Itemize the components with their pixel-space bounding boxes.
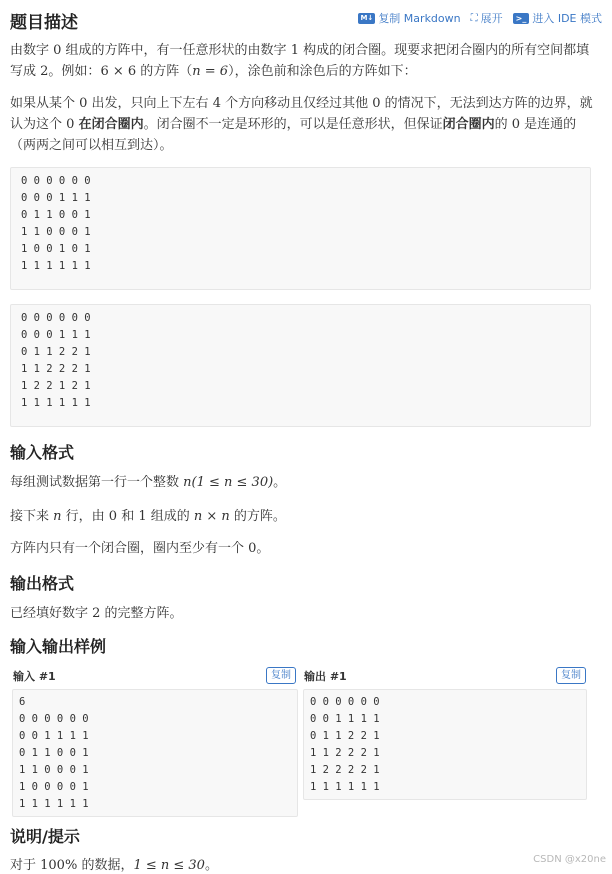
example-after-block: 0 0 0 0 0 0 0 0 0 1 1 1 0 1 1 2 2 1 1 1 2 2 2 1 1 2 2 1 2 1 1 1 1 1 1 1 bbox=[10, 304, 591, 427]
copy-output-button[interactable]: 复制 bbox=[556, 667, 586, 684]
sample-input-box: 6 0 0 0 0 0 0 0 0 1 1 1 1 0 1 1 0 0 1 1 1 0 0 0 1 1 0 0 0 0 1 1 1 1 1 1 1 bbox=[12, 689, 298, 817]
copy-input-button[interactable]: 复制 bbox=[266, 667, 296, 684]
expand-icon: ⛶ bbox=[470, 12, 478, 24]
section-title-samples: 输入输出样例 bbox=[10, 637, 107, 656]
input-format-line-1: 每组测试数据第一行一个整数 n(1 ≤ n ≤ 30)。 bbox=[10, 475, 287, 490]
section-title-description: 题目描述 bbox=[10, 13, 78, 33]
description-paragraph-2: 如果从某个 0 出发，只向上下左右 4 个方向移动且仅经过其他 0 的情况下，无法到达方阵的边界，就认为这个 0 在闭合圈内。闭合圈不一定是环形的，可以是任意形状，但保证闭合圈内的 0 是连通的（两两之间可以相互到达）。 bbox=[10, 96, 593, 153]
copy-markdown-button[interactable] bbox=[358, 10, 460, 26]
markdown-icon: M↓ bbox=[360, 13, 374, 22]
example-before-block: 0 0 0 0 0 0 0 0 0 1 1 1 0 1 1 0 0 1 1 1 0 0 0 1 1 0 0 1 0 1 1 1 1 1 1 1 bbox=[10, 167, 591, 290]
expand-label: 展开 bbox=[480, 12, 503, 25]
expand-button[interactable] bbox=[471, 10, 503, 26]
problem-header bbox=[10, 6, 602, 32]
description-paragraph-1: 由数字 0 组成的方阵中，有一任意形状的由数字 1 构成的闭合圈。现要求把闭合圈内的所有空间都填写成 2。例如：6 × 6 的方阵（n = 6），涂色前和涂色后的方阵如下： bbox=[10, 43, 590, 79]
section-title-output-format: 输出格式 bbox=[10, 574, 75, 593]
sample-output-box: 0 0 0 0 0 0 0 0 1 1 1 1 0 1 1 2 2 1 1 1 2 2 2 1 1 2 2 2 2 1 1 1 1 1 1 1 bbox=[303, 689, 587, 800]
copy-markdown-label: 复制 Markdown bbox=[378, 12, 461, 25]
enter-ide-label: 进入 IDE 模式 bbox=[532, 12, 602, 25]
section-title-hint: 说明/提示 bbox=[10, 827, 80, 846]
csdn-watermark: CSDN @x20ne bbox=[533, 854, 606, 865]
section-title-input-format: 输入格式 bbox=[10, 443, 75, 462]
hint-line-1: 对于 100% 的数据，1 ≤ n ≤ 30。 bbox=[10, 858, 218, 873]
terminal-icon: >_ bbox=[513, 13, 530, 24]
input-format-line-3: 方阵内只有一个闭合圈，圈内至少有一个 0。 bbox=[10, 541, 270, 556]
input-format-line-2: 接下来 n 行，由 0 和 1 组成的 n × n 的方阵。 bbox=[10, 509, 286, 524]
output-format-line-1: 已经填好数字 2 的完整方阵。 bbox=[10, 606, 183, 621]
sample-output-label: 输出 #1 bbox=[304, 670, 347, 683]
header-actions bbox=[358, 10, 602, 26]
sample-input-label: 输入 #1 bbox=[13, 670, 56, 683]
enter-ide-button[interactable] bbox=[513, 10, 602, 26]
